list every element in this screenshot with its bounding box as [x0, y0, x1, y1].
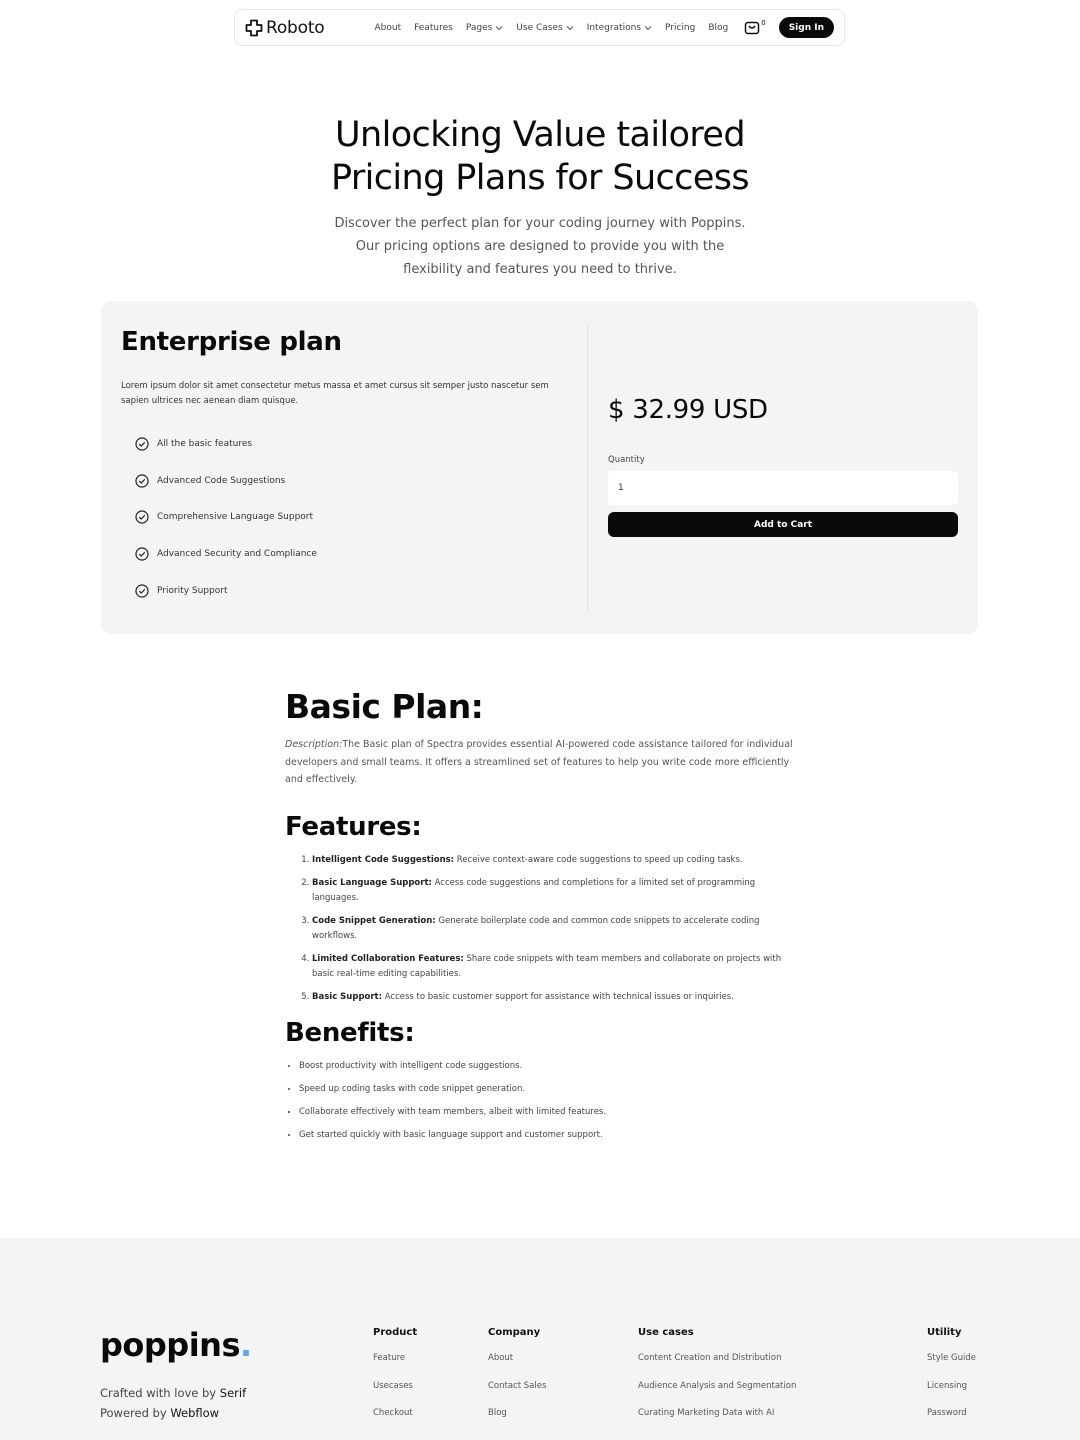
page-subtitle-line-3: flexibility and features you need to thrive.: [403, 262, 677, 277]
footer-column-heading: Product: [373, 1327, 418, 1338]
footer-column-heading: Company: [488, 1327, 541, 1338]
plan-feature-label: All the basic features: [157, 439, 253, 450]
top-navbar: [234, 9, 845, 46]
feature-list-item: [312, 853, 797, 868]
footer-link[interactable]: Content Creation and Distribution: [638, 1353, 782, 1363]
nav-about[interactable]: [375, 23, 402, 33]
add-to-cart-button[interactable]: Add to Cart: [608, 512, 958, 537]
nav-blog[interactable]: [708, 23, 728, 33]
brand-name: Roboto: [266, 17, 325, 38]
check-circle-icon: [135, 584, 149, 598]
plan-feature-label: Advanced Security and Compliance: [157, 549, 317, 560]
chevron-down-icon: [495, 24, 503, 32]
sign-in-button[interactable]: Sign In: [779, 17, 834, 38]
nav-blog-label: Blog: [708, 22, 729, 33]
plan-feature-item: [135, 426, 317, 463]
nav-use-cases-dropdown[interactable]: [516, 23, 573, 33]
benefit-list-item: • Boost productivity with intelligent code suggestions.: [299, 1059, 797, 1074]
page-title: [0, 114, 1080, 200]
footer-link[interactable]: Audience Analysis and Segmentation: [638, 1380, 797, 1391]
footer-link[interactable]: Contact Sales: [488, 1380, 547, 1391]
feature-text: Access code suggestions and completions for a limited set of programming languages.: [312, 877, 756, 903]
feature-list-item: [312, 990, 797, 1005]
footer-link[interactable]: Checkout: [373, 1408, 413, 1418]
chevron-down-icon: [644, 24, 652, 32]
plan-title: Enterprise plan: [121, 327, 342, 357]
powered-line: [100, 1403, 246, 1423]
footer-link[interactable]: Blog: [488, 1408, 507, 1418]
plan-feature-item: [135, 463, 317, 500]
plan-feature-item: [135, 536, 317, 573]
plan-details: [285, 687, 797, 1151]
crafted-prefix: Crafted with love by: [100, 1386, 220, 1400]
crafted-line: [100, 1383, 246, 1403]
features-list: [285, 853, 797, 1005]
plan-description: Lorem ipsum dolor sit amet consectetur metus massa et amet cursus sit semper justo nascetur sem sapien ultrices nec aenean diam quisque.: [121, 381, 549, 406]
plus-logo-icon: [245, 19, 263, 37]
basic-plan-heading: Basic Plan:: [285, 687, 484, 726]
benefit-list-item: • Speed up coding tasks with code snippet generation.: [299, 1082, 797, 1097]
description-text: The Basic plan of Spectra provides essential AI-powered code assistance tailored for individual developers and small teams. It offers a streamlined set of features to help you write code more efficiently and effectively.: [285, 739, 793, 785]
check-circle-icon: [135, 547, 149, 561]
plan-feature-item: [135, 499, 317, 536]
footer-column-utility: [927, 1327, 976, 1436]
plan-feature-item: [135, 572, 317, 609]
footer-column-heading: Use cases: [638, 1327, 694, 1338]
quantity-input[interactable]: [608, 471, 958, 505]
feature-title: Intelligent Code Suggestions:: [312, 854, 455, 865]
footer-column-product: [373, 1327, 417, 1436]
nav-pages-dropdown[interactable]: [466, 23, 503, 33]
feature-title: Limited Collaboration Features:: [312, 953, 464, 964]
brand-logo[interactable]: [245, 18, 325, 38]
page-subtitle-line-2: Our pricing options are designed to provide you with the: [355, 239, 725, 254]
footer-logo[interactable]: [100, 1326, 252, 1364]
nav-links: [375, 20, 766, 36]
footer-credits: [100, 1383, 246, 1423]
benefit-list-item: • Collaborate effectively with team members, albeit with limited features.: [299, 1105, 797, 1120]
feature-text: Generate boilerplate code and common code snippets to accelerate coding workflows.: [312, 915, 760, 941]
basic-plan-description: [285, 736, 797, 789]
footer-column-company: [488, 1327, 546, 1436]
footer-link[interactable]: Licensing: [927, 1380, 967, 1391]
nav-integrations-dropdown[interactable]: [587, 23, 652, 33]
enterprise-plan-card: [101, 301, 978, 634]
footer-logo-dot: .: [240, 1326, 252, 1364]
footer-link[interactable]: Feature: [373, 1353, 406, 1363]
plan-feature-label: Priority Support: [157, 585, 228, 596]
shopping-cart-icon: [744, 20, 760, 36]
nav-features-label: Features: [414, 22, 453, 33]
description-label: Description:: [285, 739, 343, 750]
nav-pricing-label: Pricing: [664, 22, 696, 33]
feature-title: Basic Support:: [312, 991, 383, 1002]
footer-link[interactable]: Password: [927, 1408, 967, 1418]
footer-logo-text: poppins: [100, 1326, 240, 1364]
nav-about-label: About: [374, 22, 402, 33]
check-circle-icon: [135, 510, 149, 524]
footer-column-use-cases: [638, 1327, 796, 1436]
feature-title: Code Snippet Generation:: [312, 915, 436, 926]
feature-title: Basic Language Support:: [312, 877, 432, 888]
plan-price: $ 32.99 USD: [608, 395, 768, 425]
plan-divider: [587, 323, 588, 613]
plan-feature-label: Advanced Code Suggestions: [157, 475, 286, 486]
feature-list-item: [312, 914, 797, 944]
nav-features[interactable]: [414, 23, 453, 33]
chevron-down-icon: [566, 24, 574, 32]
benefit-list-item: • Get started quickly with basic language support and customer support.: [299, 1128, 797, 1143]
nav-pages-label: Pages: [465, 22, 493, 33]
check-circle-icon: [135, 474, 149, 488]
feature-text: Access to basic customer support for assistance with technical issues or inquiries.: [382, 991, 734, 1002]
plan-feature-list: [135, 426, 317, 609]
page-title-line-2: Pricing Plans for Success: [330, 158, 750, 198]
page-subtitle-line-1: Discover the perfect plan for your coding journey with Poppins.: [334, 216, 746, 231]
nav-use-cases-label: Use Cases: [516, 22, 563, 33]
powered-prefix: Powered by: [100, 1406, 171, 1420]
benefits-heading: Benefits:: [285, 1017, 415, 1048]
page-subtitle: [330, 212, 750, 281]
footer-column-heading: Utility: [927, 1327, 962, 1338]
cart-button[interactable]: [744, 20, 765, 36]
footer-link[interactable]: Usecases: [373, 1380, 413, 1391]
nav-pricing[interactable]: [665, 23, 695, 33]
footer-link[interactable]: Style Guide: [927, 1353, 977, 1363]
crafted-by-link[interactable]: Serif: [219, 1386, 247, 1400]
plan-feature-label: Comprehensive Language Support: [157, 512, 314, 523]
cart-count-badge: 0: [761, 18, 766, 27]
footer-link[interactable]: About: [488, 1353, 514, 1363]
quantity-label: Quantity: [608, 455, 645, 465]
feature-text: Receive context-aware code suggestions to speed up coding tasks.: [454, 854, 743, 865]
benefits-list: [285, 1059, 797, 1143]
feature-text: Share code snippets with team members and collaborate on projects with basic real-time editing capabilities.: [312, 953, 782, 979]
features-heading: Features:: [285, 811, 422, 842]
site-footer: [0, 1238, 1080, 1440]
feature-list-item: [312, 876, 797, 906]
feature-list-item: [312, 952, 797, 982]
powered-by-link[interactable]: Webflow: [170, 1406, 220, 1420]
check-circle-icon: [135, 437, 149, 451]
page-title-line-1: Unlocking Value tailored: [335, 115, 745, 155]
footer-link[interactable]: Curating Marketing Data with AI: [638, 1408, 775, 1418]
nav-integrations-label: Integrations: [586, 22, 641, 33]
